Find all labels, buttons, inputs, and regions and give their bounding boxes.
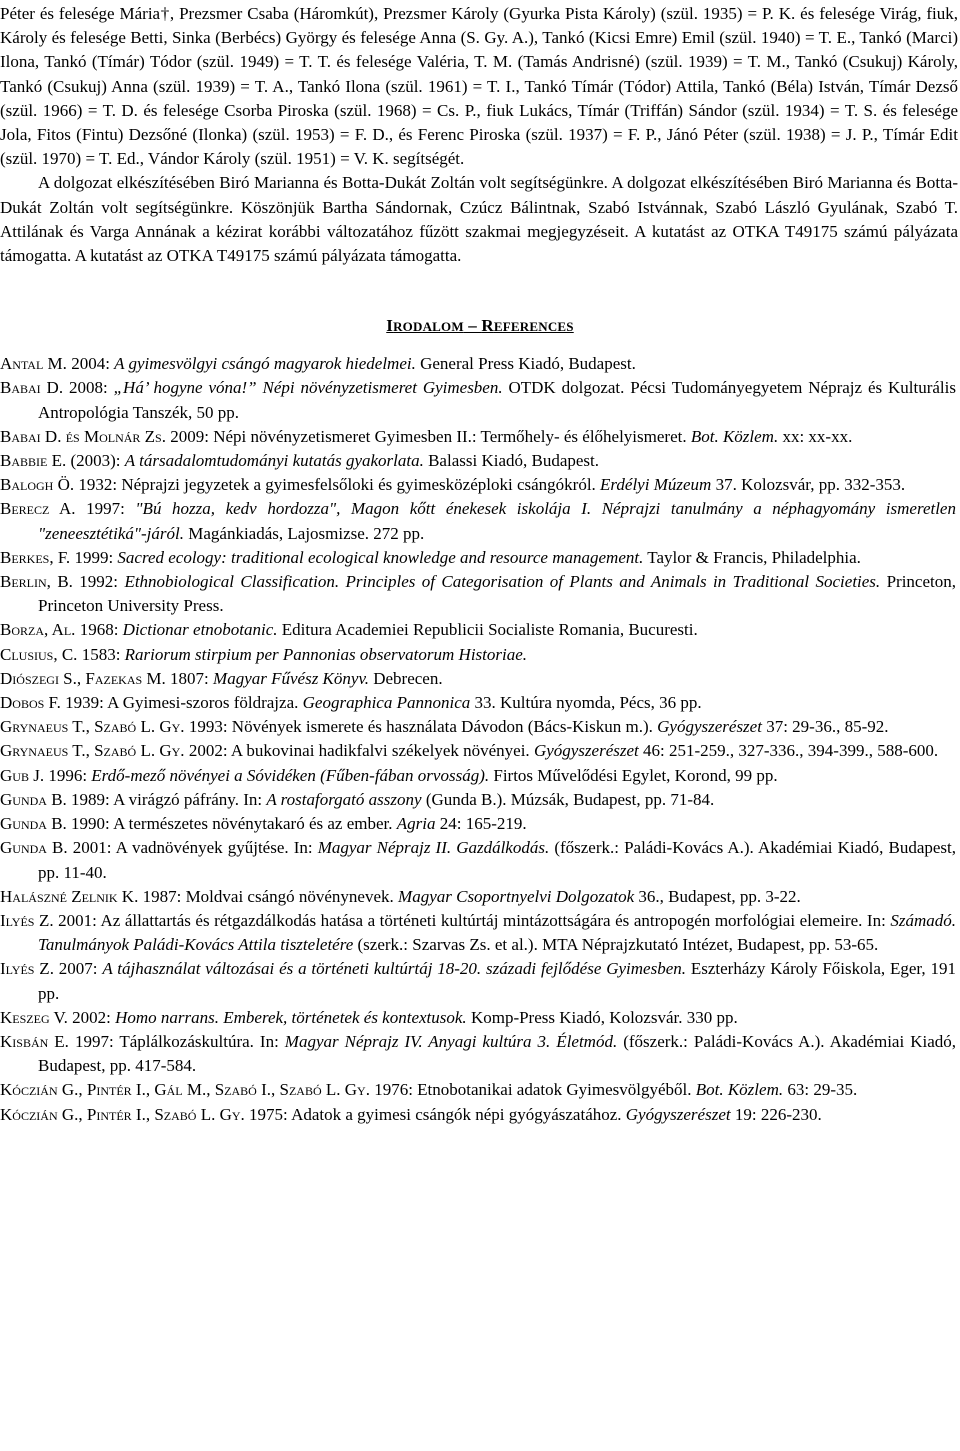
reference-entry xyxy=(0,957,960,1005)
reference-title: A gyimesvölgyi csángó magyarok hiedelmei. xyxy=(114,354,416,374)
reference-publisher: 46: 251-259., 327-336., 394-399., 588-600. xyxy=(638,741,939,761)
reference-publisher: (Gunda B.). Múzsák, Budapest, pp. 71-84. xyxy=(421,789,715,809)
reference-details: 2009: Népi növényzetismeret Gyimesben II.: Termőhely- és élőhelyismeret. xyxy=(165,426,691,446)
reference-author: Ilyés Z. xyxy=(0,910,54,930)
reference-entry xyxy=(0,449,960,473)
reference-details: 1968: xyxy=(75,620,123,640)
reference-title: Magyar Csoportnyelvi Dolgozatok xyxy=(398,886,635,906)
reference-publisher: xx: xx-xx. xyxy=(778,426,853,446)
reference-details: 1993: Növények ismerete és használata Dávodon (Bács-Kiskun m.). xyxy=(184,717,658,737)
reference-publisher: Balassi Kiadó, Budapest. xyxy=(423,451,600,471)
reference-details: (2003): xyxy=(66,451,125,471)
reference-author: Borza, Al. xyxy=(0,620,76,640)
reference-publisher: 36., Budapest, pp. 3-22. xyxy=(634,886,801,906)
reference-entry xyxy=(0,643,960,667)
reference-author: Kisbán E. xyxy=(0,1031,69,1051)
reference-publisher: Firtos Művelődési Egylet, Korond, 99 pp. xyxy=(489,765,778,785)
reference-author: Dobos F. xyxy=(0,693,61,713)
reference-publisher: Magánkiadás, Lajosmizse. 272 pp. xyxy=(184,523,425,543)
reference-title: A tájhasználat változásai és a történeti kultúrtáj 18-20. századi fejlődése Gyimesben. xyxy=(102,959,686,979)
reference-details: 2004: xyxy=(66,354,115,374)
reference-author: Grynaeus T., Szabó L. Gy. xyxy=(0,717,185,737)
reference-publisher: Debrecen. xyxy=(368,668,443,688)
reference-publisher: (főszerk.: Paládi-Kovács A.). Akadémiai Kiadó, Budapest, pp. 417-584. xyxy=(38,1031,956,1076)
reference-title: A társadalomtudományi kutatás gyakorlata. xyxy=(124,451,424,471)
reference-entry xyxy=(0,473,960,497)
reference-details: 1992: xyxy=(72,572,125,592)
reference-author: Berkes, F. xyxy=(0,547,71,567)
reference-title: „Há’ hogyne vóna!” Népi növényzetismeret Gyimesben. xyxy=(113,378,503,398)
reference-publisher: (szerk.: Szarvas Zs. et al.). MTA Néprajzkutató Intézet, Budapest, pp. 53-65. xyxy=(353,935,879,955)
reference-title: Magyar Néprajz II. Gazdálkodás. xyxy=(317,838,550,858)
reference-author: Babbie E. xyxy=(0,451,67,471)
reference-author: Babai D. xyxy=(0,378,64,398)
reference-entry xyxy=(0,764,960,788)
reference-details: 1997: xyxy=(75,499,136,519)
reference-details: 1996: xyxy=(44,765,92,785)
reference-entry xyxy=(0,715,960,739)
reference-title: Magyar Néprajz IV. Anyagi kultúra 3. Életmód. xyxy=(284,1031,618,1051)
reference-entry xyxy=(0,352,960,376)
reference-details: 1990: A természetes növénytakaró és az ember. xyxy=(66,814,397,834)
reference-entry xyxy=(0,1006,960,1030)
reference-details: 1999: xyxy=(70,547,118,567)
reference-title: Ethnobiological Classification. Principles of Categorisation of Plants and Animals in Traditional Societies. xyxy=(124,572,881,592)
reference-author: Balogh Ö. xyxy=(0,475,75,495)
reference-publisher: OTDK dolgozat. Pécsi Tudományegyetem Néprajz és Kulturális Antropológia Tanszék, 50 pp. xyxy=(38,378,956,422)
heading-separator: – xyxy=(463,316,482,336)
reference-title: Magyar Fűvész Könyv. xyxy=(213,668,369,688)
reference-publisher: 37: 29-36., 85-92. xyxy=(761,717,889,737)
reference-publisher: Editura Academiei Republicii Socialiste Romania, Bucuresti. xyxy=(277,620,698,640)
reference-author: Berlin, B. xyxy=(0,572,73,592)
reference-publisher: 63: 29-35. xyxy=(783,1080,858,1100)
reference-details: 1997: Táplálkozáskultúra. In: xyxy=(68,1031,285,1051)
reference-author: Grynaeus T., Szabó L. Gy. xyxy=(0,741,185,761)
reference-entry xyxy=(0,739,960,763)
reference-details: 1807: xyxy=(165,668,214,688)
reference-entry xyxy=(0,425,960,449)
reference-author: Gunda B. xyxy=(0,814,67,834)
reference-title: A rostaforgató asszony xyxy=(266,789,422,809)
intro-paragraph: Péter és felesége Mária†, Prezsmer Csaba (Háromkút), Prezsmer Károly (Gyurka Pista Károly) (szül. 1935) = P. K. és felesége Virág, fiuk, Károly és felesége Betti, Sinka (Berbécs) György és felesége Anna (S. Gy. A.), Tankó (Kicsi Emre) Emil (szül. 1940) = T. E., Tankó (Marci) Ilona, Tankó (Tímár) Tódor (szül. 1949) = T. T. és felesége Valéria, T. M. (Tamás Andrisné) (szül. 1939) = T. M., Tankó (Csukuj) Károly, Tankó (Csukuj) Anna (szül. 1939) = T. A., Tankó Ilona (szül. 1961) = T. I., Tankó Tímár (Tódor) Attila, Tankó (Béla) István, Tímár Dezső (szül. 1966) = T. D. és felesége Csorba Piroska (szül. 1968) = Cs. P., fiuk Lukács, Tímár (Triffán) Sándor (szül. 1934) = T. S. és felesége Jola, Fitos (Fintu) Dezsőné (Ilonka) (szül. 1953) = F. D., és Ferenc Piroska (szül. 1937) = F. P., Jánó Péter (szül. 1938) = J. P., Tímár Edit (szül. 1970) = T. Ed., Vándor Károly (szül. 1951) = V. K. segítségét. xyxy=(0,4,958,169)
reference-entry xyxy=(0,1078,960,1102)
reference-list xyxy=(0,352,960,1127)
reference-publisher: Taylor & Francis, Philadelphia. xyxy=(643,547,861,567)
reference-title: Gyógyszerészet xyxy=(625,1104,731,1124)
reference-entry xyxy=(0,497,960,545)
reference-author: Keszeg V. xyxy=(0,1007,68,1027)
reference-details: 1975: Adatok a gyimesi csángók népi gyógyászatához. xyxy=(244,1104,626,1124)
reference-entry xyxy=(0,376,960,424)
reference-publisher: 33. Kultúra nyomda, Pécs, 36 pp. xyxy=(470,693,702,713)
reference-entry xyxy=(0,885,960,909)
reference-details: 2002: A bukovinai hadikfalvi székelyek növényei. xyxy=(184,741,534,761)
reference-entry xyxy=(0,691,960,715)
reference-title: Agria xyxy=(396,814,436,834)
reference-details: 1989: A virágzó páfrány. In: xyxy=(66,789,267,809)
reference-title: Bot. Közlem. xyxy=(695,1080,784,1100)
reference-title: Erdélyi Múzeum xyxy=(600,475,712,495)
reference-entry xyxy=(0,812,960,836)
reference-author: Clusius, C. xyxy=(0,644,78,664)
reference-publisher: Princeton, Princeton University Press. xyxy=(38,572,956,616)
reference-author: Gunda B. xyxy=(0,838,68,858)
reference-details: 2001: A vadnövények gyűjtése. In: xyxy=(67,838,318,858)
reference-details: 1939: A Gyimesi-szoros földrajza. xyxy=(60,693,303,713)
references-heading xyxy=(0,316,960,336)
reference-details: 1932: Néprajzi jegyzetek a gyimesfelsőloki és gyimesközéploki csángókról. xyxy=(74,475,601,495)
reference-details: 2002: xyxy=(67,1007,116,1027)
heading-rest-1: RODALOM xyxy=(393,319,464,335)
reference-publisher: 19: 226-230. xyxy=(730,1104,822,1124)
reference-title: Gyógyszerészet xyxy=(657,717,762,737)
heading-rest-2: EFERENCES xyxy=(493,319,574,335)
reference-author: Antal M. xyxy=(0,354,67,374)
reference-details: 2007: xyxy=(53,959,103,979)
reference-title: Bot. Közlem. xyxy=(690,426,779,446)
reference-entry xyxy=(0,788,960,812)
reference-entry xyxy=(0,546,960,570)
reference-title: Erdő-mező növényei a Sóvidéken (Fűben-fában orvosság). xyxy=(91,765,490,785)
reference-publisher: Eszterházy Károly Főiskola, Eger, 191 pp. xyxy=(38,959,956,1003)
reference-details: 1583: xyxy=(77,644,125,664)
heading-initial-1: I xyxy=(386,316,394,336)
reference-title: Dictionar etnobotanic. xyxy=(122,620,278,640)
reference-author: Kóczián G., Pintér I., Gál M., Szabó I., Szabó L. Gy. xyxy=(0,1080,370,1100)
reference-publisher: 37. Kolozsvár, pp. 332-353. xyxy=(711,475,906,495)
reference-author: Halászné Zelnik K. xyxy=(0,886,139,906)
reference-title: Geographica Pannonica xyxy=(302,693,471,713)
reference-details: 1976: Etnobotanikai adatok Gyimesvölgyéből. xyxy=(369,1080,696,1100)
reference-entry xyxy=(0,1030,960,1078)
reference-title: Rariorum stirpium per Pannonias observatorum Historiae. xyxy=(124,644,528,664)
reference-publisher: General Press Kiadó, Budapest. xyxy=(415,354,636,374)
reference-entry xyxy=(0,667,960,691)
reference-entry xyxy=(0,836,960,884)
reference-title: Gyógyszerészet xyxy=(533,741,639,761)
reference-author: Gunda B. xyxy=(0,789,67,809)
reference-title: "Bú hozza, kedv hordozza", Magon kőtt énekesek iskolája I. Néprajzi tanulmány a néphagyomány ismeretlen "zeneesztétiká"-járól. xyxy=(38,499,956,543)
reference-entry xyxy=(0,618,960,642)
reference-details: 2001: Az állattartás és rétgazdálkodás hatása a történeti kultúrtáj mintázottságára és antropogén morfológiai elemeire. In: xyxy=(53,910,891,930)
reference-author: Gub J. xyxy=(0,765,45,785)
reference-entry xyxy=(0,909,960,957)
reference-title: Számadó. Tanulmányok Paládi-Kovács Attila tiszteletére xyxy=(38,910,956,955)
reference-details: 2008: xyxy=(63,378,114,398)
reference-title: Homo narrans. Emberek, történetek és kontextusok. xyxy=(115,1007,467,1027)
reference-author: Diószegi S., Fazekas M. xyxy=(0,668,166,688)
reference-author: Babai D. és Molnár Zs. xyxy=(0,426,166,446)
reference-details: 1987: Moldvai csángó növénynevek. xyxy=(138,886,399,906)
reference-publisher: (főszerk.: Paládi-Kovács A.). Akadémiai Kiadó, Budapest, pp. 11-40. xyxy=(38,838,957,882)
heading-initial-2: R xyxy=(481,316,494,336)
reference-publisher: Komp-Press Kiadó, Kolozsvár. 330 pp. xyxy=(466,1007,738,1027)
reference-author: Kóczián G., Pintér I., Szabó L. Gy. xyxy=(0,1104,245,1124)
reference-title: Sacred ecology: traditional ecological knowledge and resource management. xyxy=(117,547,644,567)
reference-entry xyxy=(0,570,960,618)
reference-publisher: 24: 165-219. xyxy=(435,814,527,834)
reference-author: Berecz A. xyxy=(0,499,76,519)
reference-author: Ilyés Z. xyxy=(0,959,54,979)
reference-entry xyxy=(0,1103,960,1127)
acknowledgement-paragraph: A dolgozat elkészítésében Biró Marianna és Botta-Dukát Zoltán volt segítségünkre. A dolgozat elkészítésében Biró Marianna és Botta-Dukát Zoltán volt segítségünkre. Köszönjük Bartha Sándornak, Czúcz Bálintnak, Szabó Istvánnak, Szabó László Gyulának, Szabó T. Attilának és Varga Annának a kézirat korábbi változatához fűzött szakmai megjegyzéseit. A kutatást az OTKA T49175 számú pályázata támogatta. A kutatást az OTKA T49175 számú pályázata támogatta. xyxy=(0,173,958,266)
